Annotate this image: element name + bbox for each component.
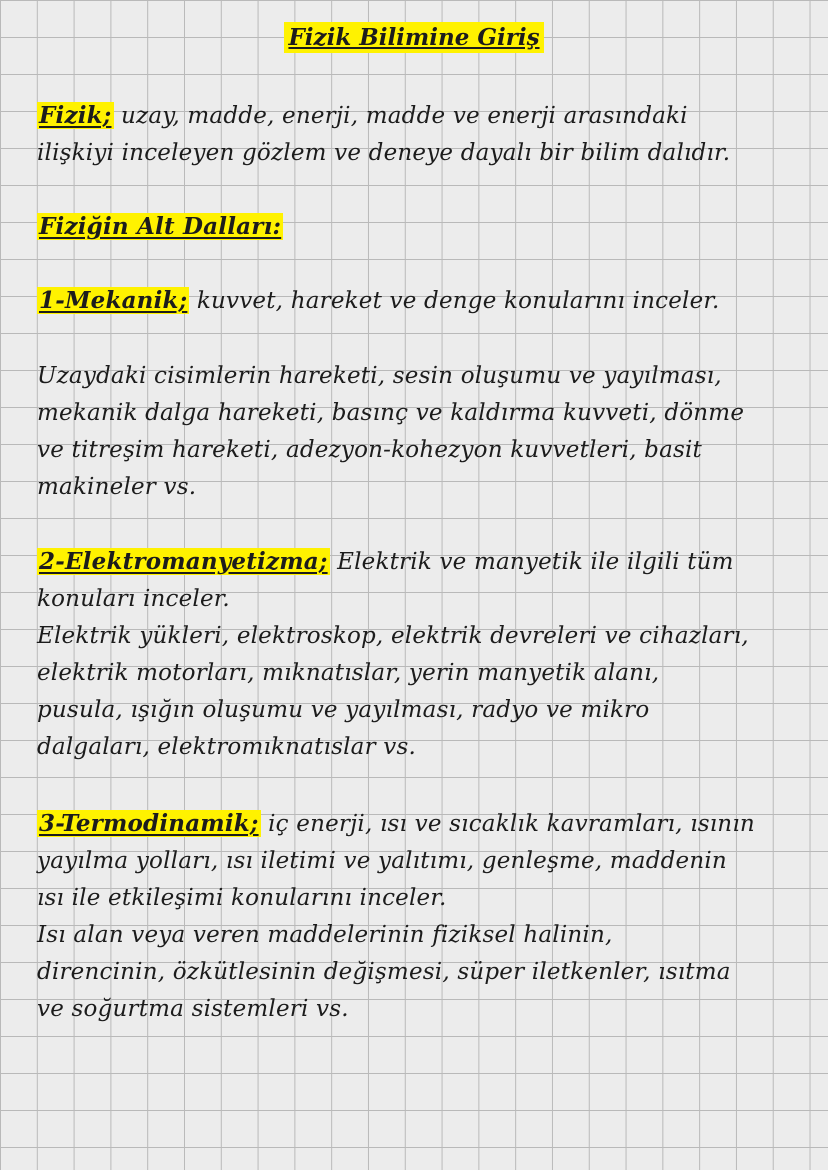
- subbranches-line: [37, 208, 787, 246]
- mechanics-block: [37, 282, 787, 320]
- definition-line-1: [37, 97, 787, 135]
- electromagnetism-heading-line: [37, 543, 787, 581]
- title-wrap: [0, 24, 828, 51]
- mechanics-heading-line: [37, 282, 787, 320]
- mechanics-line: mekanik dalga hareketi, basınç ve kaldırma kuvveti, dönme: [37, 400, 745, 426]
- thermodynamics-line: ısı ile etkileşimi konularını inceler.: [37, 885, 447, 911]
- subbranches-heading: Fiziğin Alt Dalları:: [39, 213, 282, 240]
- thermodynamics-heading: 3-Termodinamik;: [39, 810, 259, 837]
- definition-text-1: uzay, madde, enerji, madde ve enerji arasındaki: [121, 103, 688, 129]
- thermodynamics-block: [37, 805, 787, 1028]
- thermodynamics-line: Isı alan veya veren maddelerinin fiziksel halinin,: [37, 922, 613, 948]
- electromagnetism-line: Elektrik yükleri, elektroskop, elektrik devreleri ve cihazları,: [37, 623, 749, 649]
- electromagnetism-line: konuları inceler.: [37, 586, 230, 612]
- electromagnetism-line: elektrik motorları, mıknatıslar, yerin manyetik alanı,: [37, 660, 660, 686]
- electromagnetism-line: pusula, ışığın oluşumu ve yayılması, radyo ve mikro: [37, 697, 650, 723]
- thermodynamics-heading-line: [37, 805, 787, 843]
- definition-term: Fizik;: [39, 102, 112, 129]
- electromagnetism-block: [37, 543, 787, 766]
- subbranches-block: [37, 208, 787, 246]
- page-title: Fizik Bilimine Giriş: [284, 22, 543, 53]
- mechanics-intro: kuvvet, hareket ve denge konularını inceler.: [196, 288, 720, 314]
- electromagnetism-line: dalgaları, elektromıknatıslar vs.: [37, 734, 416, 760]
- mechanics-line: Uzaydaki cisimlerin hareketi, sesin oluşumu ve yayılması,: [37, 363, 722, 389]
- electromagnetism-intro: Elektrik ve manyetik ile ilgili tüm: [337, 549, 734, 575]
- thermodynamics-intro: iç enerji, ısı ve sıcaklık kavramları, ısının: [268, 811, 755, 837]
- electromagnetism-heading: 2-Elektromanyetizma;: [39, 548, 328, 575]
- mechanics-line: ve titreşim hareketi, adezyon-kohezyon kuvvetleri, basit: [37, 437, 702, 463]
- thermodynamics-line: direncinin, özkütlesinin değişmesi, süper iletkenler, ısıtma: [37, 959, 731, 985]
- thermodynamics-line: yayılma yolları, ısı iletimi ve yalıtımı, genleşme, maddenin: [37, 848, 727, 874]
- definition-text-2: ilişkiyi inceleyen gözlem ve deneye dayalı bir bilim dalıdır.: [37, 140, 731, 166]
- thermodynamics-line: ve soğurtma sistemleri vs.: [37, 996, 349, 1022]
- mechanics-details: [37, 358, 787, 506]
- mechanics-heading: 1-Mekanik;: [39, 287, 188, 314]
- definition-block: [37, 97, 787, 172]
- mechanics-line: makineler vs.: [37, 474, 197, 500]
